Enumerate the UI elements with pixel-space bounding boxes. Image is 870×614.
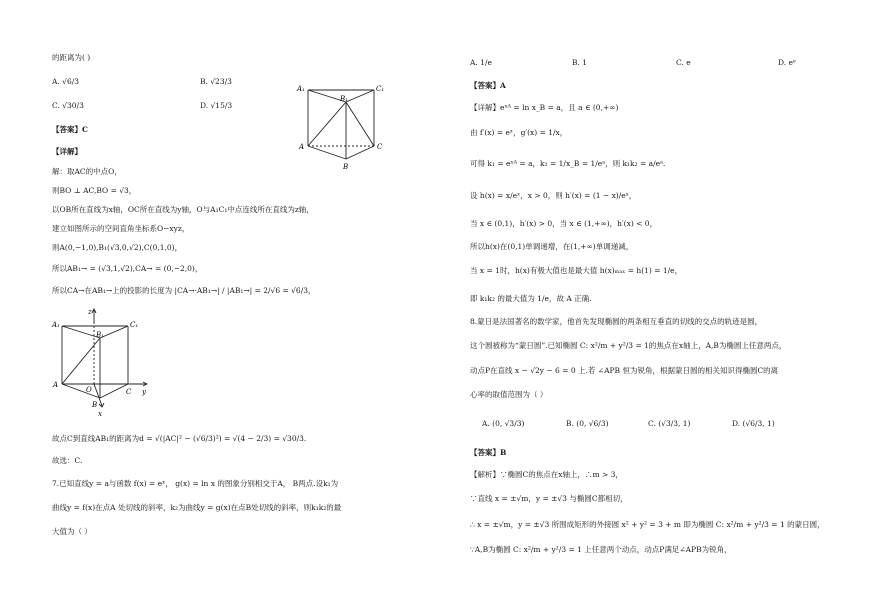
label-b: B [343,163,349,171]
text-line: 即 k₁k₂ 的最大值为 1/e，故 A 正确. [470,294,592,303]
prism-figure-1 [294,80,394,175]
prism-figure-2 [50,306,160,418]
option-d: D. eᵉ [778,58,796,67]
label-c: C [126,388,132,396]
text-line: 解：取AC的中点O， [52,167,122,176]
text-line: 以OB所在直线为x轴，OC所在直线为y轴，O与A₁C₁中点连线所在直线为z轴， [52,205,314,214]
option-d: D. √15/3 [200,101,233,110]
option-c: C. e [676,58,691,67]
label-c1: C₁ [130,321,139,329]
text-line: 可得 k₁ = eˣᴬ = a，k₂ = 1/x_B = 1/eᵃ，则 k₁k₂ = a/eᵃ. [470,159,666,168]
text-line: ∴ x = ±√m，y = ±√3 所围成矩形的外接圆 x² + y² = 3 + m 即为椭圆 C: x²/m + y²/3 = 1 的蒙日圆， [470,520,825,529]
text-line: 则A(0,−1,0),B₁(√3,0,√2),C(0,1,0)， [52,243,183,252]
option-c: C. √30/3 [52,101,84,110]
option-a: A. 1/e [470,58,492,67]
answer-label: 【答案】B [470,448,507,457]
explanation-line: 【详解】eˣᴬ = ln x_B = a，且 a ∈ (0,+∞) [470,103,619,112]
label-c: C [377,143,383,151]
question-7: 7.已知直线y = a与函数 f(x) = eˣ， g(x) = ln x 的图象分别相交于A， B两点.设k₁为 [52,479,339,488]
text-line: 则BO ⊥ AC,BO = √3， [52,186,137,195]
text-line: 大值为（ ） [52,527,92,536]
label-z: z [88,308,92,316]
label-a1: A₁ [297,85,305,93]
text-line: 的距离为( ) [52,53,91,62]
text-line: 所以CA→在AB₁→上的投影的长度为 |CA→·AB₁→| / |AB₁→| = 2/√6 = √6/3， [52,286,316,295]
text-line: 故选：C. [52,456,83,465]
option-d: D. (√6/3, 1) [732,419,775,428]
text-line: 所以h(x)在(0,1)单调递增，在(1,+∞)单调递减， [470,242,634,251]
text-line: 所以AB₁→ = (√3,1,√2),CA→ = (0,−2,0)， [52,264,203,273]
label-o: O [86,386,92,394]
label-y: y [142,388,146,396]
text-line: 当 x ∈ (0,1)，h′(x) > 0，当 x ∈ (1,+∞)，h′(x) < 0， [470,219,658,228]
label-a1: A₁ [52,321,60,329]
text-line: ∵直线 x = ±√m，y = ±√3 与椭圆C都相切， [470,494,628,503]
label-c1: C₁ [376,85,385,93]
analysis-line: 【解析】∵椭圆C的焦点在x轴上，∴m > 3， [470,470,623,479]
text-line: 心率的取值范围为（ ） [470,390,548,399]
text-line: 建立如图所示的空间直角坐标系O−xyz， [52,224,190,233]
option-b: B. (0, √6/3) [566,419,609,428]
text-line: ∵A,B为椭圆 C: x²/m + y²/3 = 1 上任意两个动点，动点P满足∠APB为锐角， [470,545,732,554]
text-line: 由 f′(x) = eˣ，g′(x) = 1/x， [470,128,568,137]
label-b1: B₁ [340,95,348,103]
option-b: B. 1 [572,58,588,67]
text-line: 动点P在直线 x − √2y − 6 = 0 上.若 ∠APB 恒为锐角，根据蒙日圆的相关知识得椭圆C的离 [470,366,779,375]
label-x: x [98,410,102,418]
explanation-label: 【详解】 [52,147,82,156]
text-line: 曲线y = f(x)在点A 处切线的斜率，k₂为曲线y = g(x)在点B处切线的斜率，则k₁k₂的最 [52,503,342,512]
option-a: A. (0, √3/3) [482,419,525,428]
option-a: A. √6/3 [52,77,80,86]
text-line: 设 h(x) = x/eˣ，x > 0，则 h′(x) = (1 − x)/eˣ， [470,191,637,200]
text-line: 当 x = 1时，h(x)有极大值也是最大值 h(x)ₘₐₓ = h(1) = 1/e， [470,266,683,275]
label-a: A [53,381,59,389]
label-b: B [92,401,98,409]
option-c: C. (√3/3, 1) [648,419,691,428]
question-8: 8.蒙日是法国著名的数学家，他首先发现椭圆的两条相互垂直的切线的交点的轨迹是圆， [470,317,763,326]
label-a: A [299,143,305,151]
text-line: 故点C到直线AB₁的距离为d = √(|AC|² − (√6/3)²) = √(4 − 2/3) = √30/3. [52,434,307,443]
label-b1: B₁ [96,331,104,339]
option-b: B. √23/3 [200,77,232,86]
answer-label: 【答案】C [52,125,88,134]
answer-label: 【答案】A [470,81,506,90]
text-line: 这个圆被称为“蒙日圆”.已知椭圆 C: x²/m + y²/3 = 1的焦点在x轴上，A,B为椭圆上任意两点， [470,341,787,350]
